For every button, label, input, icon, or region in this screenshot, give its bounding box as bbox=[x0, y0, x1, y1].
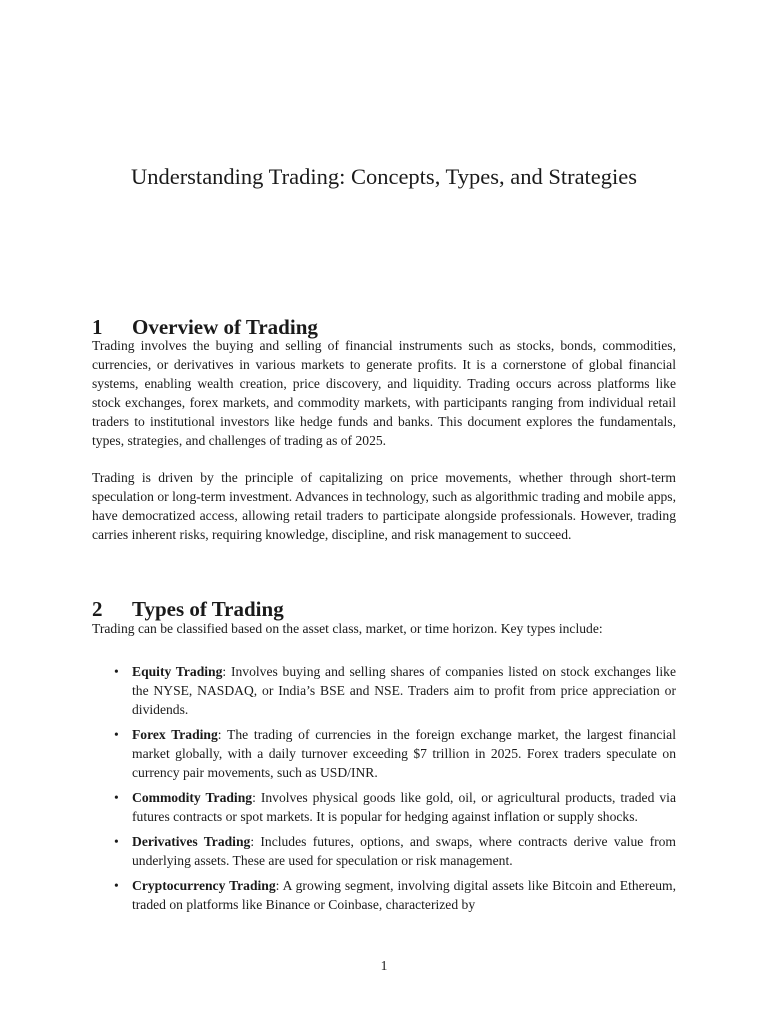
section-number: 2 bbox=[92, 597, 103, 622]
document-title: Understanding Trading: Concepts, Types, and Strategies bbox=[130, 164, 638, 190]
list-item-term: Derivatives Trading bbox=[132, 834, 251, 849]
list-item bbox=[92, 832, 676, 870]
list-item-text: : Includes futures, options, and swaps, where contracts derive value from underlying assets. These are used for speculation or risk management. bbox=[132, 834, 676, 868]
bullet-icon: • bbox=[114, 834, 119, 849]
list-item-text: : A growing segment, involving digital assets like Bitcoin and Ethereum, traded on platforms like Binance or Coinbase, characterized by bbox=[132, 878, 677, 912]
section-title: Overview of Trading bbox=[132, 315, 318, 340]
list-item-text: : Involves buying and selling shares of companies listed on stock exchanges like the NYSE, NASDAQ, or India’s BSE and NSE. Traders aim to profit from price appreciation or dividends. bbox=[132, 664, 677, 717]
list-item-term: Cryptocurrency Trading bbox=[132, 878, 276, 893]
bullet-icon: • bbox=[114, 790, 119, 805]
trading-types-list bbox=[92, 662, 676, 920]
paragraph: Trading can be classified based on the asset class, market, or time horizon. Key types include: bbox=[92, 621, 603, 636]
bullet-icon: • bbox=[114, 727, 119, 742]
paragraph: Trading is driven by the principle of capitalizing on price movements, whether through short-term speculation or long-term investment. Advances in technology, such as algorithmic trading and mobile apps, have democratized access, allowing retail traders to participate alongside professionals. However, trading carries inherent risks, requiring knowledge, discipline, and risk management to succeed. bbox=[92, 470, 676, 542]
bullet-icon: • bbox=[114, 878, 119, 893]
page-number: 1 bbox=[380, 958, 388, 973]
list-item bbox=[92, 662, 676, 719]
bullet-icon: • bbox=[114, 664, 119, 679]
paragraph: Trading involves the buying and selling of financial instruments such as stocks, bonds, commodities, currencies, or derivatives in various markets to generate profits. It is a cornerstone of global financial systems, enabling wealth creation, price discovery, and liquidity. Trading occurs across platforms like stock exchanges, forex markets, and commodity markets, with participants ranging from individual retail traders to institutional investors like hedge funds and banks. This document explores the fundamentals, types, strategies, and challenges of trading as of 2025. bbox=[92, 338, 676, 448]
document-page bbox=[92, 0, 676, 1024]
list-item bbox=[92, 788, 676, 826]
section-number: 1 bbox=[92, 315, 103, 340]
list-item-term: Commodity Trading bbox=[132, 790, 253, 805]
list-item-text: : Involves physical goods like gold, oil, or agricultural products, traded via futures contracts or spot markets. It is popular for hedging against inflation or supply shocks. bbox=[132, 790, 676, 824]
list-item-term: Equity Trading bbox=[132, 664, 223, 679]
section-title: Types of Trading bbox=[132, 597, 284, 622]
list-item-text: : The trading of currencies in the foreign exchange market, the largest financial market globally, with a daily turnover exceeding $7 trillion in 2025. Forex traders speculate on currency pair movements, such as USD/INR. bbox=[132, 727, 676, 780]
list-item bbox=[92, 725, 676, 782]
list-item-term: Forex Trading bbox=[132, 727, 218, 742]
list-item bbox=[92, 876, 676, 914]
